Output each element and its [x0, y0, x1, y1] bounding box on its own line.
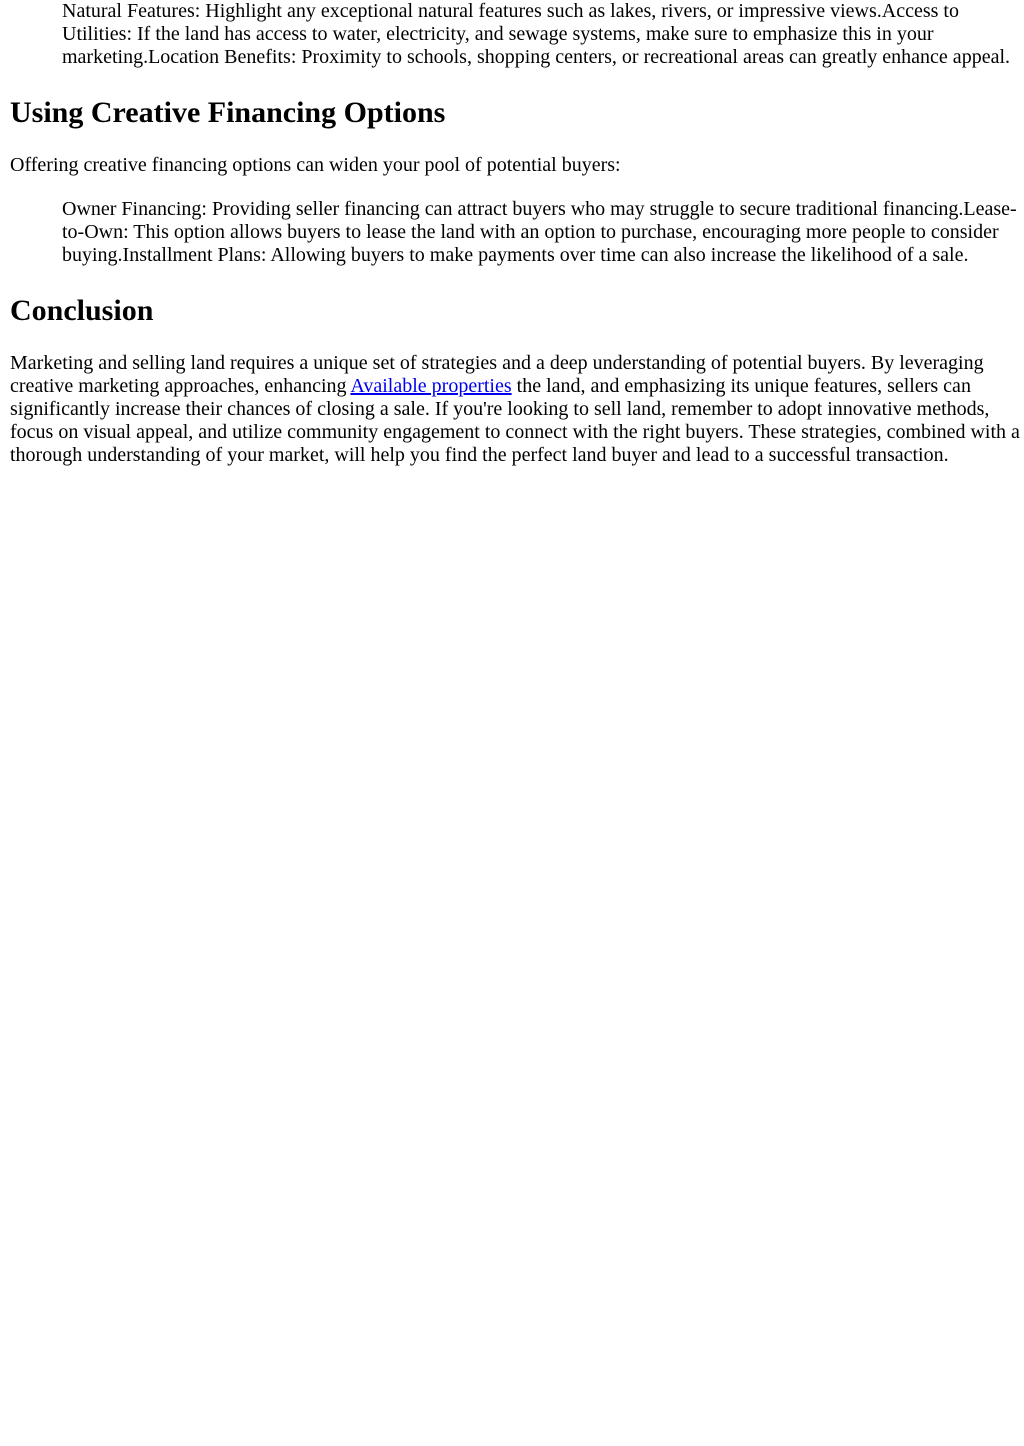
features-list: Natural Features: Highlight any exceptional natural features such as lakes, rivers, or impressive views.Access to Utilities: If the land has access to water, electricity, and sewage systems, make sure to emphasize this in your marketing.Location Benefits: Proximity to schools, shopping centers, or recreational areas can greatly enhance appeal. [62, 0, 1010, 68]
conclusion-heading: Conclusion [10, 294, 154, 327]
financing-list: Owner Financing: Providing seller financing can attract buyers who may struggle to secure traditional financing.Lease-to-Own: This option allows buyers to lease the land with an option to purchase, encouraging more people to consider buying.Installment Plans: Allowing buyers to make payments over time can also increase the likelihood of a sale. [62, 198, 1017, 266]
conclusion-paragraph [10, 352, 1024, 467]
financing-heading: Using Creative Financing Options [10, 96, 446, 129]
financing-intro: Offering creative financing options can widen your pool of potential buyers: [10, 154, 621, 176]
conclusion-text-after-link: the land, and emphasizing its unique features, sellers can significantly increase their chances of closing a sale. If you're looking to sell land, remember to adopt innovative methods, focus on visual appeal, and utilize community engagement to connect with the right buyers. These strategies, combined with a thorough understanding of your market, will help you find the perfect land buyer and lead to a successful transaction. [10, 375, 1020, 466]
conclusion-text-before-link: Marketing and selling land requires a unique set of strategies and a deep understanding of potential buyers. By leveraging creative marketing approaches, enhancing [10, 352, 984, 397]
available-properties-link[interactable]: Available properties [350, 375, 512, 397]
